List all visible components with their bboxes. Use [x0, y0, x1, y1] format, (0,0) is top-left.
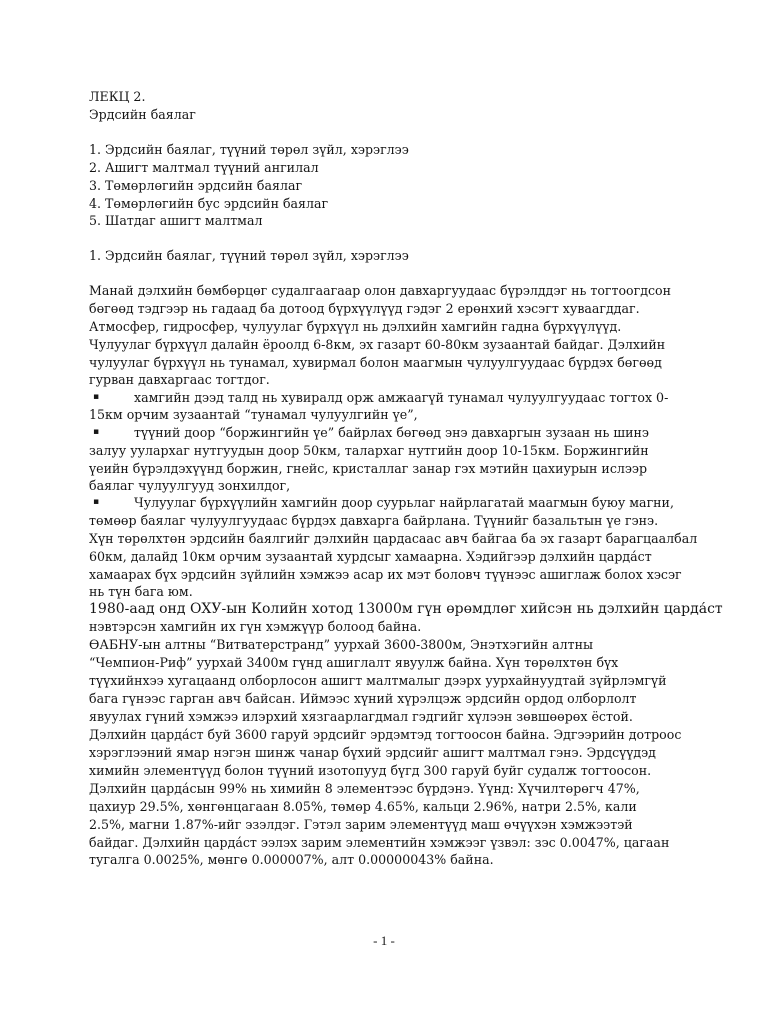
bullet-icon: ▪ [93, 427, 100, 437]
bullet-icon: ▪ [93, 392, 100, 402]
paragraph-line: Чулуулаг бүрхүүл далайн ёроолд 6-8км, эх газарт 60-80км зузаантай байдаг. Дэлхийн [89, 337, 666, 352]
paragraph-line: Дэлхийн царда́сын 99% нь химийн 8 элементээс бүрдэнэ. Үүнд: Хүчилтөрөгч 47%, [89, 781, 640, 796]
paragraph-line: түүхийнхээ хугацаанд олборлосон ашигт малтмалыг дээрх уурхайнуудтай зүйрлэмгүй [89, 673, 667, 688]
bullet-line: хамгийн дээд талд нь хувиралд орж амжаагүй тунамал чулуулгуудаас тогтох 0- [134, 390, 669, 405]
paragraph-line: нь түн бага юм. [89, 584, 193, 599]
paragraph-line: Манай дэлхийн бөмбөрцөг судалгаагаар олон давхаргуудаас бүрэлддэг нь тогтоогдсон [89, 283, 672, 298]
subject-title: Эрдсийн баялаг [89, 107, 196, 122]
toc-item: 3. Төмөрлөгийн эрдсийн баялаг [89, 178, 303, 193]
paragraph-line: баялаг чулуулгууд зонхилдог, [89, 478, 291, 493]
paragraph-line: 2.5%, магни 1.87%-ийг эзэлдэг. Гэтэл зарим элементүүд маш өчүүхэн хэмжээтэй [89, 817, 633, 832]
paragraph-line: Хүн төрөлхтөн эрдсийн баялгийг дэлхийн цардасаас авч байгаа ба эх газарт барагцаалбал [89, 531, 698, 546]
paragraph-line: Атмосфер, гидросфер, чулуулаг бүрхүүл нь дэлхийн хамгийн гадна бүрхүүлүүд. [89, 319, 622, 334]
paragraph-line: гурван давхаргаас тогтдог. [89, 372, 270, 387]
paragraph-line: 60км, далайд 10км орчим зузаантай хурдсыг хамаарна. Хэдийгээр дэлхийн царда́ст [89, 549, 652, 564]
paragraph-line: хэрэглээний ямар нэгэн шинж чанар бүхий эрдсийг ашигт малтмал гэнэ. Эрдсүүдэд [89, 745, 656, 760]
paragraph-line: залуу уулархаг нутгуудын доор 50км, талархаг нутгийн доор 10-15км. Боржингийн [89, 443, 649, 458]
paragraph-line: байдаг. Дэлхийн царда́ст ээлэх зарим элементийн хэмжээг үзвэл: зэс 0.0047%, цагаан [89, 835, 670, 850]
paragraph-line: Дэлхийн царда́ст буй 3600 гаруй эрдсийг эрдэмтэд тогтоосон байна. Эдгээрийн дотроос [89, 727, 682, 742]
paragraph-line: тугалга 0.0025%, мөнгө 0.000007%, алт 0.00000043% байна. [89, 852, 494, 867]
paragraph-line: бөгөөд тэдгээр нь гадаад ба дотоод бүрхүүлүүд гэдэг 2 ерөнхий хэсэгт хуваагддаг. [89, 301, 640, 316]
paragraph-line: үеийн бүрэлдэхүүнд боржин, гнейс, кристаллаг занар гэх мэтийн цахиурын ислээр [89, 461, 648, 476]
paragraph-line: ӨАБНУ-ын алтны “Витватерстранд” уурхай 3600-3800м, Энэтхэгийн алтны [89, 637, 594, 652]
paragraph-line: нэвтэрсэн хамгийн их гүн хэмжүүр болоод байна. [89, 619, 422, 634]
paragraph-line: хамаарах бүх эрдсийн зүйлийн хэмжээ асар их мэт боловч түүнээс ашиглаж болох хэсэг [89, 567, 682, 582]
paragraph-line: төмөөр баялаг чулуулгуудаас бүрдэх давхарга байрлана. Түүнийг базальтын үе гэнэ. [89, 513, 659, 528]
toc-item: 5. Шатдаг ашигт малтмал [89, 213, 263, 228]
lecture-title: ЛЕКЦ 2. [89, 89, 146, 104]
paragraph-line: явуулах гүний хэмжээ илэрхий хязгаарлагдмал гэдгийг хүлээн зөвшөөрөх ёстой. [89, 709, 633, 724]
paragraph-line: “Чемпион-Риф” уурхай 3400м гүнд ашиглалт явуулж байна. Хүн төрөлхтөн бүх [89, 655, 619, 670]
paragraph-line: 1980-аад онд ОХУ-ын Колийн хотод 13000м гүн өрөмдлөг хийсэн нь дэлхийн царда́ст [89, 601, 723, 617]
paragraph-line: химийн элементүүд болон түүний изотопууд бүгд 300 гаруй буйг судалж тогтоосон. [89, 763, 652, 778]
toc-item: 2. Ашигт малтмал түүний ангилал [89, 160, 319, 175]
bullet-line: 15км орчим зузаантай “тунамал чулуулгийн үе”, [89, 407, 418, 422]
paragraph-line: чулуулаг бүрхүүл нь тунамал, хувирмал болон маагмын чулуулгуудаас бүрдэх бөгөөд [89, 355, 662, 370]
page-number: - 1 - [373, 933, 395, 948]
bullet-icon: ▪ [93, 497, 100, 507]
bullet-line: түүний доор “боржингийн үе” байрлах бөгөөд энэ давхаргын зузаан нь шинэ [134, 425, 649, 440]
toc-item: 4. Төмөрлөгийн бус эрдсийн баялаг [89, 196, 329, 211]
paragraph-line: бага гүнээс гарган авч байсан. Иймээс хүний хүрэлцэж эрдсийн ордод олборлолт [89, 691, 637, 706]
paragraph-line: цахиур 29.5%, хөнгөнцагаан 8.05%, төмөр 4.65%, кальци 2.96%, натри 2.5%, кали [89, 799, 637, 814]
toc-item: 1. Эрдсийн баялаг, түүний төрөл зүйл, хэрэглээ [89, 142, 409, 157]
section-heading: 1. Эрдсийн баялаг, түүний төрөл зүйл, хэрэглээ [89, 248, 409, 263]
bullet-line: Чулуулаг бүрхүүлийн хамгийн доор суурьлаг найрлагатай маагмын буюу магни, [134, 495, 674, 510]
